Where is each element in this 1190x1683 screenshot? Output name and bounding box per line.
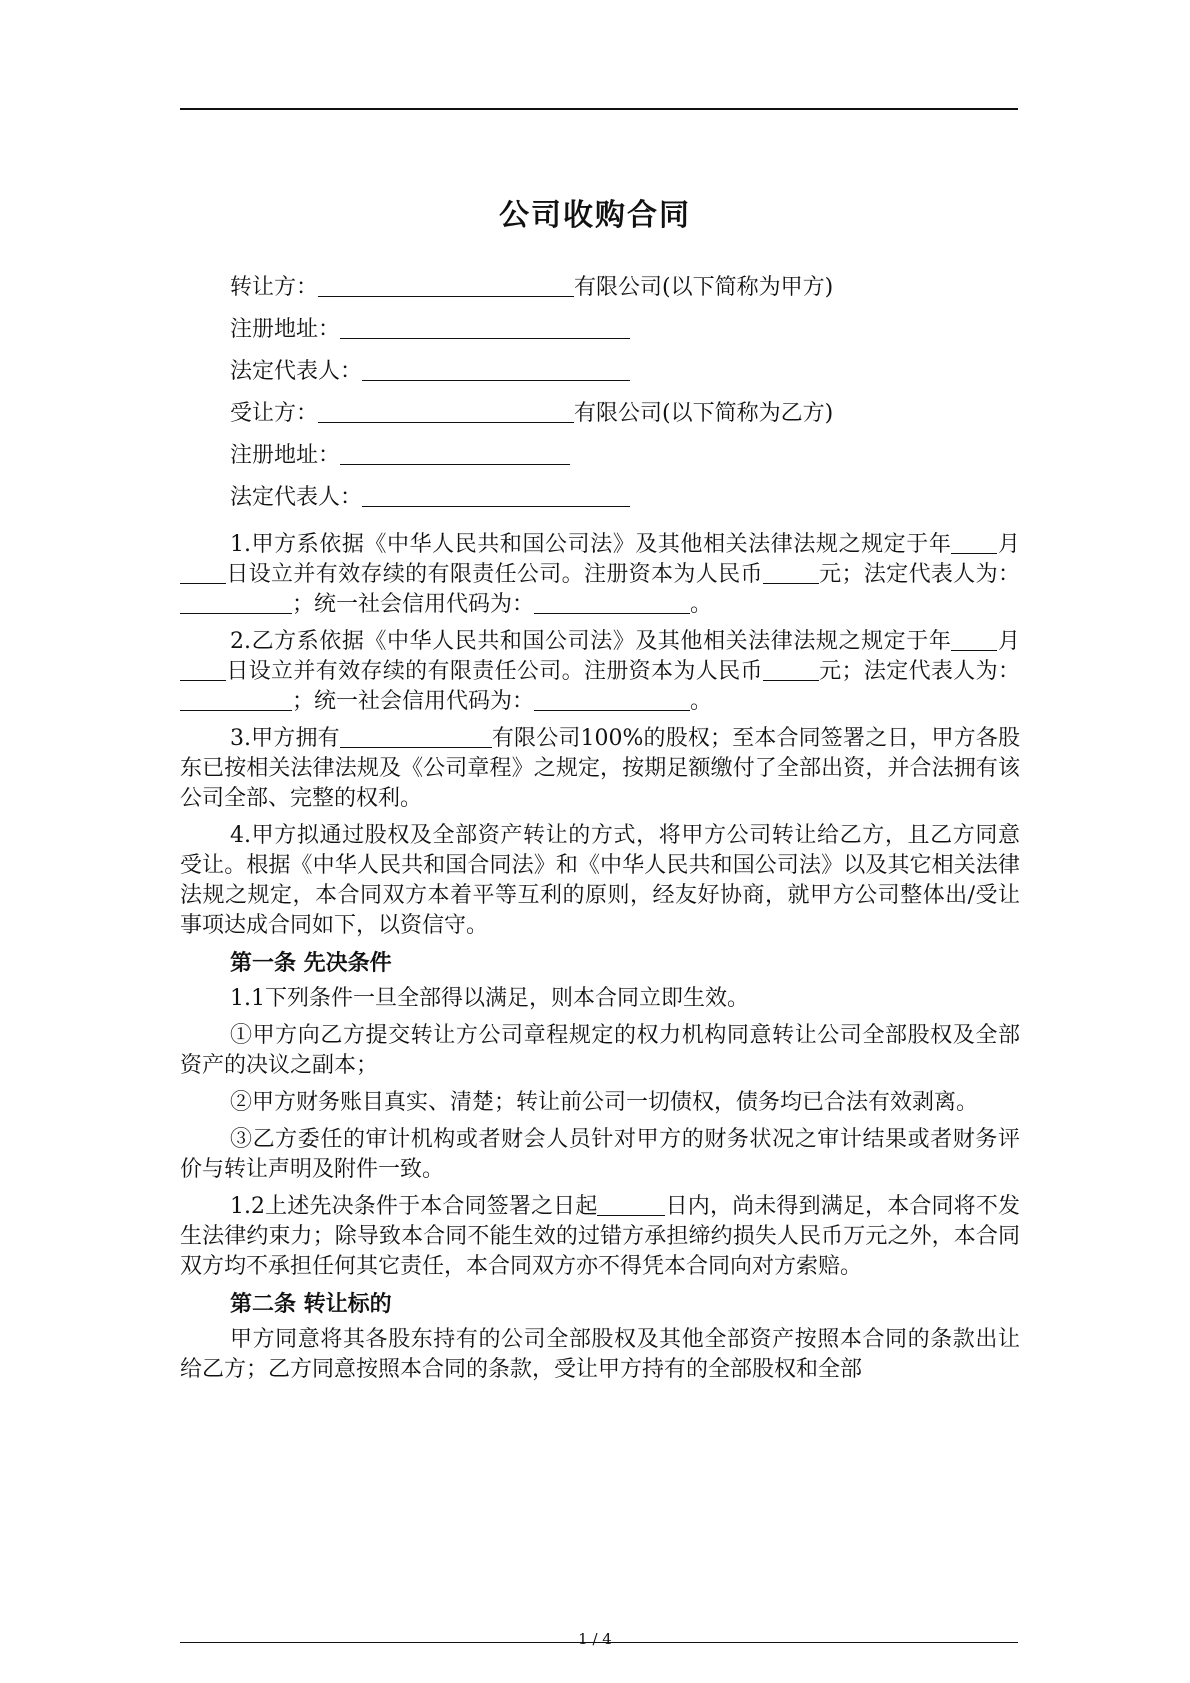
recital-1-day-blank[interactable] <box>180 561 226 584</box>
transferee-address-label: 注册地址： <box>230 443 341 468</box>
recital-4: 4.甲方拟通过股权及全部资产转让的方式，将甲方公司转让给乙方，且乙方同意受让。根据《中华人民共和国合同法》和《中华人民共和国公司法》以及其它相关法律法规之规定，本合同双方本着平等互利的原则，经友好协商，就甲方公司整体出/受让事项达成合同如下，以资信守。 <box>180 823 1020 938</box>
recital-2: 2.乙方系依据《中华人民共和国公司法》及其他相关法律法规之规定于年 月日设立并有效存续的有限责任公司。注册资本为人民币 元；法定代表人为：；统一社会信用代码为： 。 <box>180 627 1020 717</box>
article-1-clause-1-1: 1.1下列条件一旦全部得以满足，则本合同立即生效。 <box>230 986 749 1011</box>
article-2-heading: 第二条 转让标的 <box>230 1291 392 1317</box>
transferee-address-line <box>230 438 570 469</box>
article-1-clause-1-2: 1.2上述先决条件于本合同签署之日起 日内，尚未得到满足，本合同将不发生法律约束力；除导致本合同不能生效的过错方承担缔约损失人民币万元之外，本合同双方均不承担任何其它责任，本合同双方亦不得凭本合同向对方索赔。 <box>180 1194 1020 1279</box>
recital-2-rep-blank[interactable] <box>180 688 292 711</box>
recital-2-day-blank[interactable] <box>180 658 226 681</box>
article-1-heading: 第一条 先决条件 <box>230 950 392 976</box>
transferee-rep-blank[interactable] <box>362 484 630 507</box>
article-2-paragraph-1: 甲方同意将其各股东持有的公司全部股权及其他全部资产按照本合同的条款出让给乙方；乙方同意按照本合同的条款，受让甲方持有的全部股权和全部 <box>180 1327 1020 1382</box>
transferor-rep-line <box>230 354 630 385</box>
transferor-address-line <box>230 312 630 343</box>
transferee-rep-line <box>230 480 630 511</box>
header-rule <box>180 108 1018 110</box>
transferor-address-label: 注册地址： <box>230 317 341 342</box>
transferee-address-blank[interactable] <box>340 442 570 465</box>
recital-1-month-blank[interactable] <box>951 531 997 554</box>
transferor-label: 转让方： <box>230 275 319 300</box>
transferor-suffix: 有限公司(以下简称为甲方) <box>574 275 834 300</box>
transferee-suffix: 有限公司(以下简称为乙方) <box>574 401 834 426</box>
recital-3-company-blank[interactable] <box>340 725 492 748</box>
document-title: 公司收购合同 <box>499 198 691 233</box>
article-1-condition-1: ①甲方向乙方提交转让方公司章程规定的权力机构同意转让公司全部股权及全部资产的决议之副本； <box>180 1023 1020 1078</box>
transferor-address-blank[interactable] <box>340 316 630 339</box>
recital-1-capital-blank[interactable] <box>763 561 819 584</box>
page-indicator: 1 / 4 <box>578 1630 612 1648</box>
transferee-rep-label: 法定代表人： <box>230 485 363 510</box>
recital-3: 3.甲方拥有 有限公司100%的股权；至本合同签署之日，甲方各股东已按相关法律法规及《公司章程》之规定，按期足额缴付了全部出资，并合法拥有该公司全部、完整的权利。 <box>180 726 1020 811</box>
recital-1-code-blank[interactable] <box>534 591 690 614</box>
transferee-label: 受让方： <box>230 401 319 426</box>
recital-2-code-blank[interactable] <box>534 688 690 711</box>
transferee-line <box>230 396 833 427</box>
article-1-condition-3: ③乙方委任的审计机构或者财会人员针对甲方的财务状况之审计结果或者财务评价与转让声明及附件一致。 <box>180 1127 1020 1182</box>
contract-body <box>180 530 1020 1392</box>
transferee-name-blank[interactable] <box>318 400 574 423</box>
recital-2-capital-blank[interactable] <box>763 658 819 681</box>
transferor-rep-label: 法定代表人： <box>230 359 363 384</box>
transferor-line <box>230 270 833 301</box>
transferor-name-blank[interactable] <box>318 274 574 297</box>
recital-2-month-blank[interactable] <box>951 628 997 651</box>
article-1-days-blank[interactable] <box>597 1193 665 1216</box>
transferor-rep-blank[interactable] <box>362 358 630 381</box>
article-1-condition-2: ②甲方财务账目真实、清楚；转让前公司一切债权，债务均已合法有效剥离。 <box>230 1090 979 1115</box>
recital-1-rep-blank[interactable] <box>180 591 292 614</box>
recital-1: 1.甲方系依据《中华人民共和国公司法》及其他相关法律法规之规定于年 月日设立并有效存续的有限责任公司。注册资本为人民币 元；法定代表人为：；统一社会信用代码为： 。 <box>180 530 1020 620</box>
